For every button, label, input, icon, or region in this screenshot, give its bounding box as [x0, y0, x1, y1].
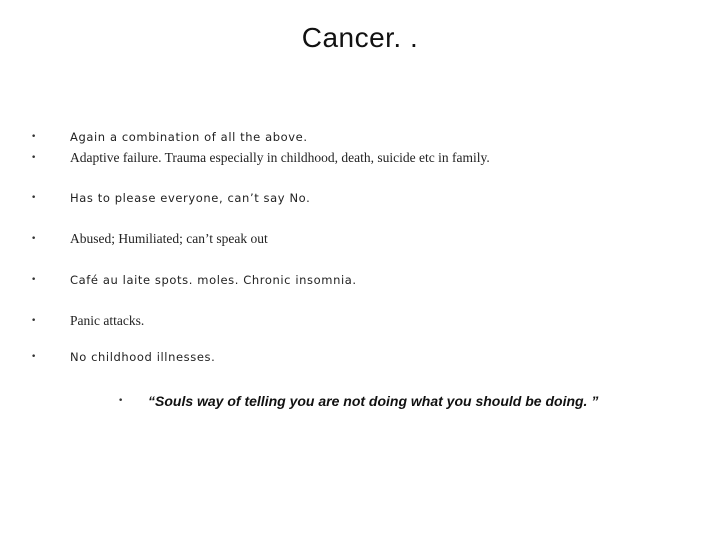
bullet-icon: •: [31, 132, 37, 142]
bullet-icon: •: [31, 316, 37, 326]
list-item: [0, 229, 720, 249]
list-item: [0, 347, 720, 367]
quote-item: [0, 390, 720, 412]
list-item: [0, 270, 720, 290]
bullet-text: Has to please everyone, can’t say No.: [70, 191, 311, 205]
bullet-text: Café au laite spots. moles. Chronic insomnia.: [70, 273, 357, 287]
bullet-icon: •: [31, 234, 37, 244]
list-item: [0, 127, 720, 147]
bullet-text: No childhood illnesses.: [70, 350, 216, 364]
list-item: [0, 188, 720, 208]
list-item: [0, 311, 720, 331]
bullet-icon: •: [118, 396, 124, 406]
bullet-text: Adaptive failure. Trauma especially in childhood, death, suicide etc in family.: [70, 150, 490, 165]
bullet-icon: •: [31, 193, 37, 203]
slide-title: Cancer. .: [301, 22, 419, 53]
bullet-text: Again a combination of all the above.: [70, 130, 308, 144]
quote-text: “Souls way of telling you are not doing what you should be doing. ”: [148, 393, 599, 409]
bullet-icon: •: [31, 275, 37, 285]
bullet-icon: •: [31, 153, 37, 163]
list-item: [0, 148, 720, 168]
bullet-icon: •: [31, 352, 37, 362]
bullet-text: Abused; Humiliated; can’t speak out: [70, 231, 268, 246]
bullet-text: Panic attacks.: [70, 313, 145, 328]
